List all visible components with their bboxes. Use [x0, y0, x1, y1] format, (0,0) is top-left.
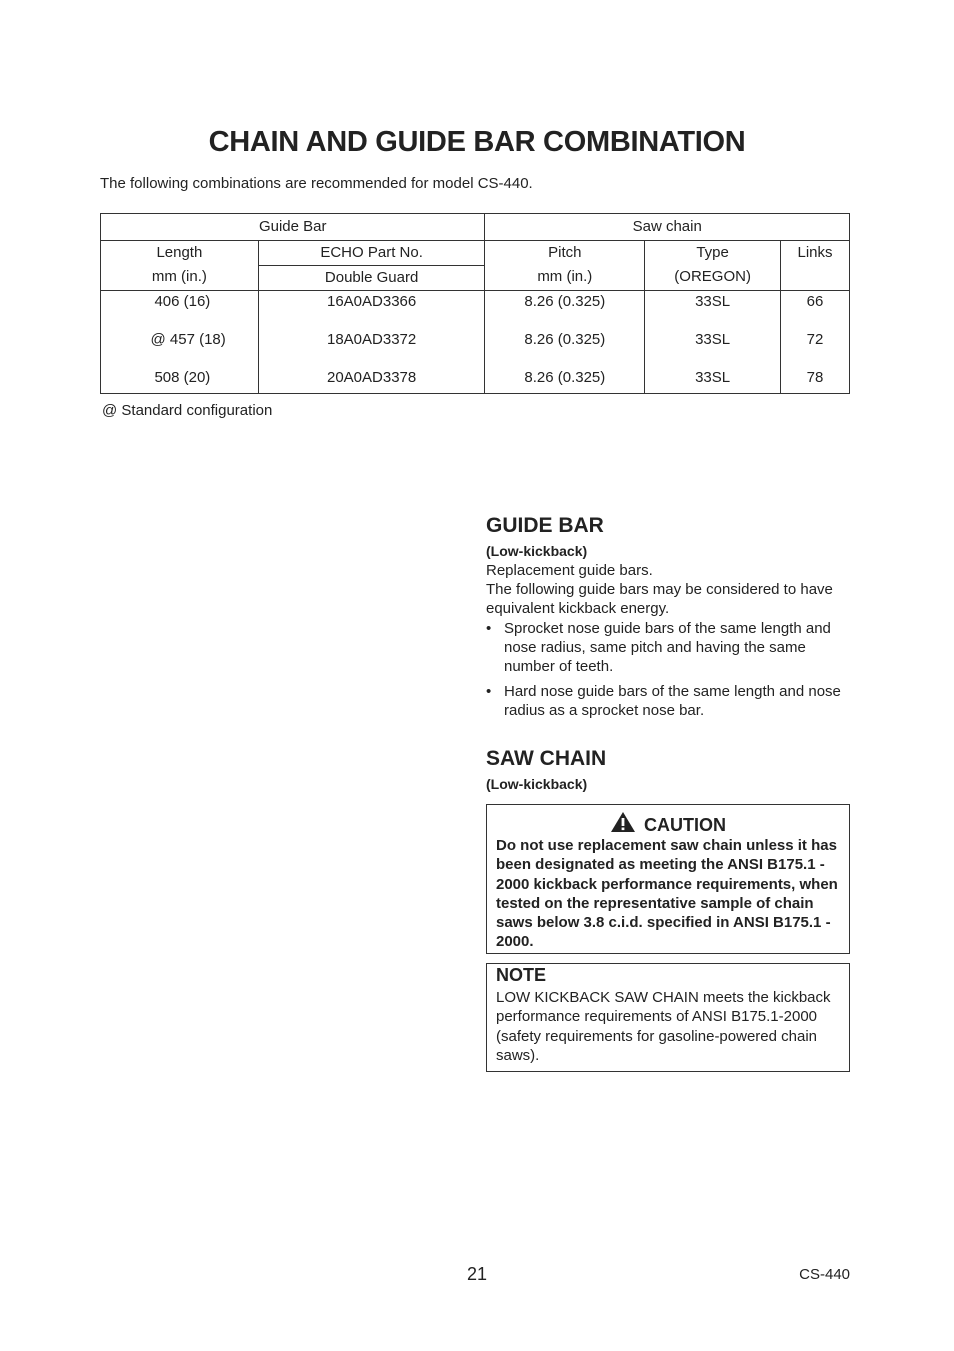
model-label: CS-440: [799, 1266, 850, 1283]
pitch-value: 8.26 (0.325): [524, 331, 606, 348]
header-type: [645, 241, 781, 291]
list-item: [486, 682, 850, 720]
part-value: 16A0AD3366: [326, 293, 417, 310]
length-value: @ 457 (18): [150, 331, 226, 348]
header-part: ECHO Part No.: [258, 241, 485, 266]
list-item: [486, 619, 850, 677]
guide-bar-line1: Replacement guide bars.: [486, 562, 653, 579]
links-value: 78: [806, 369, 824, 386]
warning-triangle-icon: [610, 811, 636, 833]
intro-text: The following combinations are recommended for model CS-440.: [100, 175, 533, 192]
caution-heading-row: [487, 811, 849, 836]
page-title: CHAIN AND GUIDE BAR COMBINATION: [208, 126, 746, 158]
links-value: 66: [806, 293, 824, 310]
caution-text: Do not use replacement saw chain unless it has been designated as meeting the ANSI B175.1 - 2000 kickback performance requirements, when tested on the representative sample of chain saws below 3.8 c.i.d. specified in ANSI B175.1 - 2000.: [496, 837, 838, 951]
header-part-sub: Double Guard: [258, 266, 485, 291]
group-guide-bar: Guide Bar: [101, 214, 485, 241]
bullet-text: Hard nose guide bars of the same length and nose radius as a sprocket nose bar.: [504, 682, 841, 719]
length-value: 406 (16): [154, 293, 211, 310]
note-box: [486, 963, 850, 1072]
links-value: 72: [806, 331, 824, 348]
header-length: [101, 241, 259, 291]
bullet-icon: •: [486, 620, 492, 637]
table-group-header-row: [101, 214, 850, 241]
note-text: LOW KICKBACK SAW CHAIN meets the kickback performance requirements of ANSI B175.1-2000 (safety requirements for gasoline-powered chain saws).: [496, 989, 831, 1064]
pitch-cell: [485, 291, 645, 394]
part-cell: [258, 291, 485, 394]
pitch-value: 8.26 (0.325): [524, 369, 606, 386]
saw-chain-title: SAW CHAIN: [486, 747, 607, 770]
caution-heading: CAUTION: [644, 815, 726, 835]
guide-bar-line2: The following guide bars may be considered to have equivalent kickback energy.: [486, 581, 833, 618]
type-value: 33SL: [695, 369, 731, 386]
table-footnote: @ Standard configuration: [102, 402, 273, 419]
part-value: 20A0AD3378: [326, 369, 417, 386]
table-data-row: [101, 291, 850, 394]
header-pitch: [485, 241, 645, 291]
combination-table: [100, 213, 850, 394]
guide-bar-bullets: [486, 619, 850, 725]
guide-bar-title: GUIDE BAR: [486, 514, 604, 537]
bullet-text: Sprocket nose guide bars of the same length and nose radius, same pitch and having the same number of teeth.: [504, 620, 831, 676]
part-value: 18A0AD3372: [326, 331, 417, 348]
type-cell: [645, 291, 781, 394]
pitch-value: 8.26 (0.325): [524, 293, 606, 310]
bullet-icon: •: [486, 682, 492, 700]
links-cell: [781, 291, 850, 394]
header-pitch-unit: mm (in.): [537, 268, 593, 285]
page-number: 21: [466, 1264, 488, 1284]
header-length-unit: mm (in.): [151, 268, 207, 285]
header-length-label: Length: [156, 244, 203, 261]
type-value: 33SL: [695, 331, 731, 348]
guide-bar-subtitle: (Low-kickback): [486, 543, 588, 559]
header-pitch-label: Pitch: [548, 244, 582, 261]
header-links: Links: [781, 241, 850, 291]
type-value: 33SL: [695, 293, 731, 310]
caution-box: [486, 804, 850, 954]
length-cell: [101, 291, 259, 394]
header-type-label: Type: [696, 244, 729, 261]
saw-chain-subtitle: (Low-kickback): [486, 776, 588, 792]
table-header-row: [101, 241, 850, 266]
group-saw-chain: Saw chain: [485, 214, 850, 241]
length-value: 508 (20): [154, 369, 211, 386]
header-type-sub: (OREGON): [674, 268, 751, 285]
note-heading: NOTE: [496, 965, 547, 985]
